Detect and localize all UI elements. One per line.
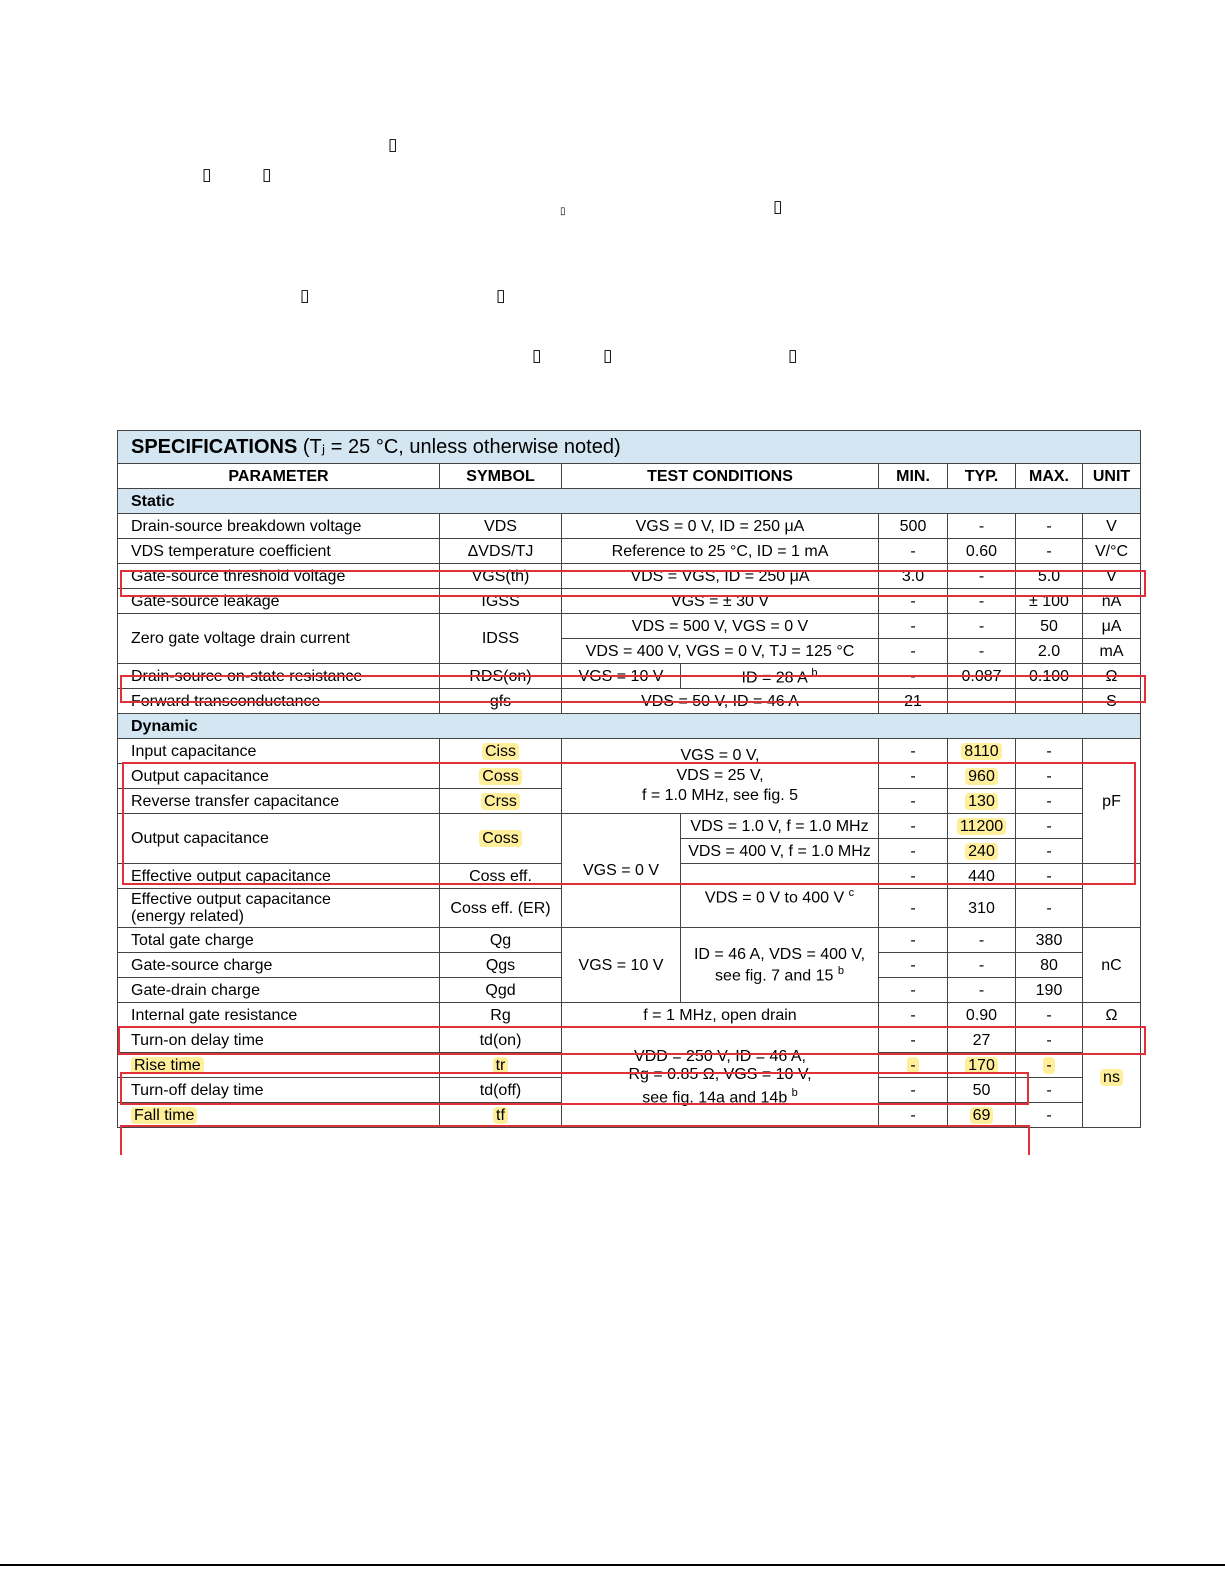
table-row: Effective output capacitance (energy related) Coss eff. (ER) - 310 - xyxy=(118,889,1141,928)
table-title-row xyxy=(118,431,1141,464)
table-row: Turn-off delay time td(off) - 50 - xyxy=(118,1078,1141,1103)
table-title-note: (Tⱼ = 25 °C, unless otherwise noted) xyxy=(302,435,621,458)
table-row: Gate-source leakage IGSS VGS = ± 30 V - - ± 100 nA xyxy=(118,589,1141,614)
header-parameter: PARAMETER xyxy=(118,464,440,489)
table-row: Output capacitance Coss VGS = 0 V VDS = 1.0 V, f = 1.0 MHz - 11200 - xyxy=(118,814,1141,839)
header-unit: UNIT xyxy=(1083,464,1141,489)
header-test-conditions: TEST CONDITIONS xyxy=(562,464,879,489)
table-row: Forward transconductance gfs VDS = 50 V, ID = 46 A 21 - - S xyxy=(118,689,1141,714)
table-row: Gate-source charge Qgs - - 80 xyxy=(118,953,1141,978)
table-row: VDS = 400 V, VGS = 0 V, TJ = 125 °C - - 2.0 mA xyxy=(118,639,1141,664)
table-row: Total gate charge Qg VGS = 10 V ID = 46 A, VDS = 400 V, see fig. 7 and 15 $^b$ - - 380 nC xyxy=(118,928,1141,953)
missing-glyph: ▯ xyxy=(788,346,798,366)
missing-glyph: ▯ xyxy=(300,286,310,306)
missing-glyph: ▯ xyxy=(560,206,566,217)
table-row: Gate-drain charge Qgd - - 190 xyxy=(118,978,1141,1003)
header-min: MIN. xyxy=(879,464,948,489)
table-row: Drain-source on-state resistance RDS(on) VGS = 10 V ID = 28 A $^b$ - 0.087 0.100 Ω xyxy=(118,664,1141,689)
header-max: MAX. xyxy=(1016,464,1083,489)
section-dynamic: Dynamic xyxy=(118,714,1141,739)
table-row: VDS temperature coefficient ΔVDS/TJ Reference to 25 °C, ID = 1 mA - 0.60 - V/°C xyxy=(118,539,1141,564)
header-symbol: SYMBOL xyxy=(440,464,562,489)
missing-glyph: ▯ xyxy=(603,346,613,366)
table-row: Output capacitance Coss - 960 - xyxy=(118,764,1141,789)
table-row: Rise time tr - 170 - xyxy=(118,1053,1141,1078)
header-typ: TYP. xyxy=(948,464,1016,489)
missing-glyph: ▯ xyxy=(532,346,542,366)
table-row: Fall time tf - 69 - xyxy=(118,1103,1141,1128)
table-row: Turn-on delay time td(on) VDD = 250 V, ID = 46 A, Rg = 0.85 Ω, VGS = 10 V, see fig. 14a and 14b $^b$ - 27 - ns xyxy=(118,1028,1141,1053)
table-row: Effective output capacitance Coss eff. VDS = 0 V to 400 V $^c$ - 440 - xyxy=(118,864,1141,889)
table-row: Drain-source breakdown voltage VDS VGS = 0 V, ID = 250 μA 500 - - V xyxy=(118,514,1141,539)
header-row xyxy=(118,464,1141,489)
table-title: SPECIFICATIONS xyxy=(131,435,298,458)
table-row: Gate-source threshold voltage VGS(th) VDS = VGS, ID = 250 μA 3.0 - 5.0 V xyxy=(118,564,1141,589)
section-static: Static xyxy=(118,489,1141,514)
table-row: VDS = 400 V, f = 1.0 MHz - 240 - xyxy=(118,839,1141,864)
missing-glyph: ▯ xyxy=(496,286,506,306)
table-row: Input capacitance Ciss VGS = 0 V, VDS = 25 V, f = 1.0 MHz, see fig. 5 - 8110 - pF xyxy=(118,739,1141,764)
missing-glyph: ▯ xyxy=(262,165,272,185)
page-bottom-border xyxy=(0,1564,1225,1566)
specifications-table xyxy=(117,430,1140,1128)
missing-glyph: ▯ xyxy=(388,135,398,155)
table-row: Zero gate voltage drain current IDSS VDS = 500 V, VGS = 0 V - - 50 μA xyxy=(118,614,1141,639)
table-row: Reverse transfer capacitance Crss - 130 - xyxy=(118,789,1141,814)
missing-glyph: ▯ xyxy=(202,165,212,185)
missing-glyph: ▯ xyxy=(773,197,783,217)
annotation-box-fall-time xyxy=(120,1125,1030,1155)
table-row: Internal gate resistance Rg f = 1 MHz, open drain - 0.90 - Ω xyxy=(118,1003,1141,1028)
